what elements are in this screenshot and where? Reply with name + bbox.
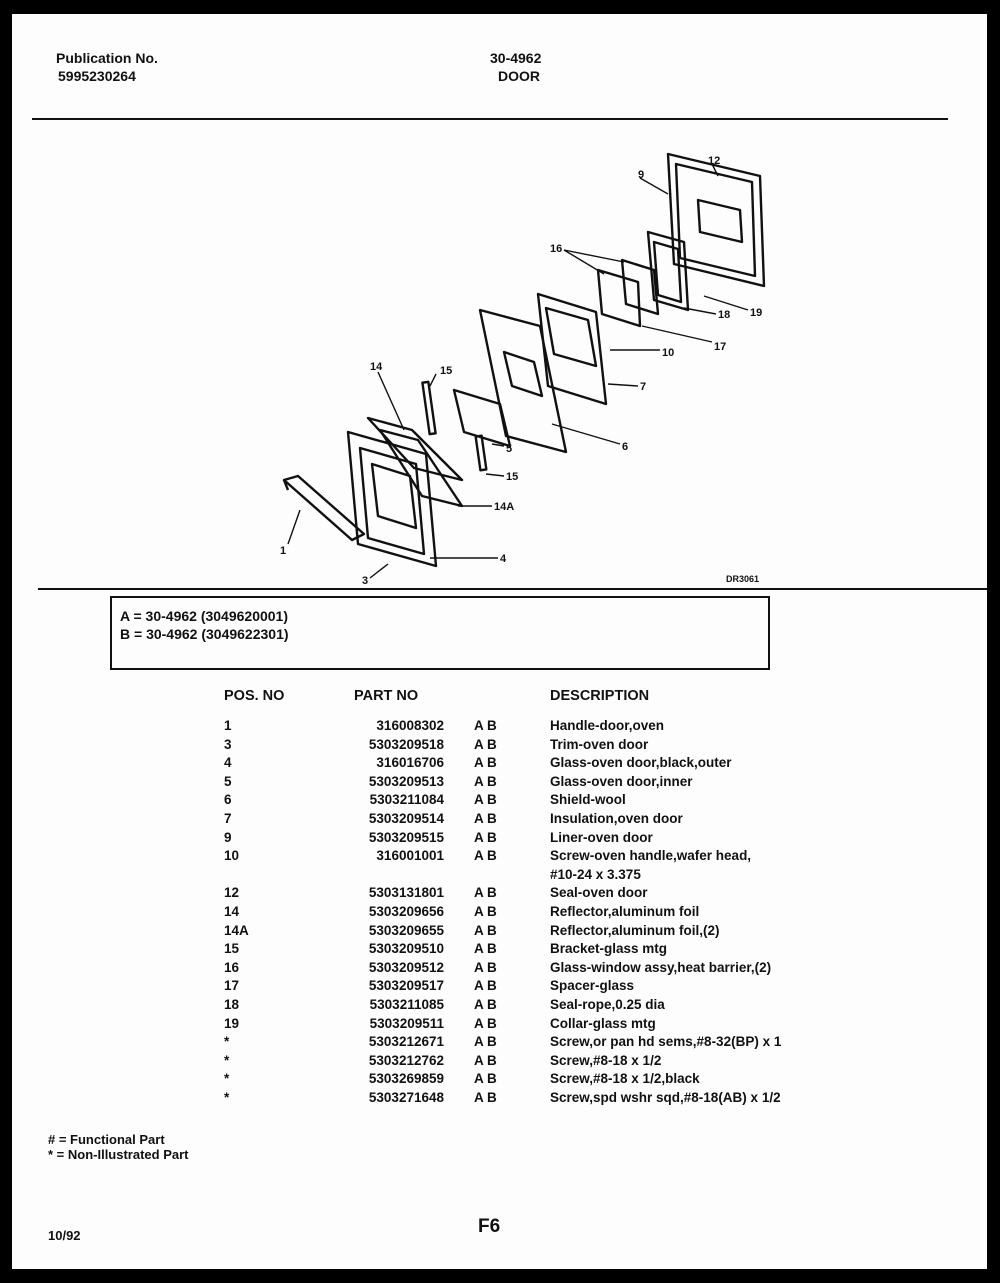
cell-part-number: 5303209512 [368,959,444,975]
cell-pos: 19 [224,1015,240,1031]
header-models [444,688,550,718]
publication-label: Publication No. [56,50,158,66]
table-row [224,755,850,774]
cell-part-number: 316016706 [376,755,444,771]
cell-part-number: 5303209517 [368,978,444,994]
cell-pos: 6 [224,792,232,808]
cell-pos: 15 [224,941,240,957]
footnote-non-illustrated: * = Non-Illustrated Part [48,1147,189,1162]
legend-a: A = 30-4962 (3049620001) [120,608,288,624]
callout-15b: 15 [506,471,519,483]
cell-part-number [336,867,444,886]
table-row [224,923,850,942]
cell-models: A B [474,959,497,975]
table-row [224,1053,850,1072]
legend-b: B = 30-4962 (3049622301) [120,626,289,642]
callout-6: 6 [622,441,629,453]
part-liner-9 [668,154,764,286]
page-number: F6 [478,1216,501,1237]
callout-3: 3 [362,575,369,587]
callout-1: 1 [280,545,287,557]
cell-pos: 7 [224,810,232,826]
table-row [224,960,850,979]
table-row [224,1090,850,1109]
callout-9: 9 [638,169,645,181]
callout-19: 19 [750,307,763,319]
footnote-functional: # = Functional Part [48,1132,165,1147]
table-row [224,811,850,830]
table-row [224,1071,850,1090]
cell-description: Liner-oven door [550,829,653,845]
cell-models: A B [474,829,497,845]
cell-description: Screw,#8-18 x 1/2 [550,1052,662,1068]
cell-part-number: 5303211085 [369,996,444,1012]
cell-models: A B [474,996,497,1012]
footer-date: 10/92 [48,1228,81,1243]
callout-7: 7 [640,381,647,393]
callout-14: 14 [370,361,383,373]
model-number: 30-4962 [490,50,542,66]
cell-description: Shield-wool [550,792,626,808]
header-part: PART NO [354,688,419,704]
cell-models: A B [474,810,497,826]
cell-part-number: 5303271648 [368,1089,444,1105]
cell-description: Screw,spd wshr sqd,#8-18(AB) x 1/2 [550,1089,781,1105]
cell-pos: 14A [224,922,249,938]
cell-part-number: 5303131801 [368,885,444,901]
cell-description: Reflector,aluminum foil [550,903,700,919]
cell-models: A B [474,792,497,808]
callout-4: 4 [500,553,507,565]
table-row [224,978,850,997]
cell-description: Screw-oven handle,wafer head, [550,848,752,864]
part-insulation-7 [538,294,606,404]
table-row [224,885,850,904]
cell-pos: 10 [224,848,240,864]
header-description: DESCRIPTION [550,688,650,704]
cell-pos: 12 [224,885,240,901]
cell-description: Trim-oven door [550,736,649,752]
diagram-rule [38,588,987,590]
cell-pos: * [224,1089,230,1105]
cell-pos: 3 [224,736,232,752]
header-pos: POS. NO [224,688,285,704]
callout-18: 18 [718,309,731,321]
cell-models: A B [474,885,497,901]
callout-15a: 15 [440,365,453,377]
cell-models: A B [474,718,497,733]
cell-part-number: 5303212671 [368,1034,444,1050]
cell-description: Glass-window assy,heat barrier,(2) [550,959,772,975]
table-row [224,1016,850,1035]
table-row [224,792,850,811]
cell-pos: 4 [224,755,232,771]
cell-part-number: 5303211084 [369,792,444,808]
cell-pos: 14 [224,903,240,919]
table-row [224,848,850,867]
cell-part-number: 5303209655 [368,922,444,938]
header-rule [32,118,948,120]
cell-pos: * [224,1052,230,1068]
parts-table-header [224,688,850,718]
document-page [12,14,987,1269]
cell-part-number: 5303209511 [369,1015,444,1031]
callout-17: 17 [714,341,727,353]
cell-models: A B [474,736,497,752]
part-shield-6 [480,310,566,452]
model-legend-box [110,596,770,670]
cell-models: A B [474,1015,497,1031]
callout-12: 12 [708,155,721,167]
cell-part-number: 5303209510 [368,941,444,957]
table-row [224,867,850,886]
diagram-code: DR3061 [726,574,760,584]
cell-pos: * [224,1071,230,1087]
cell-models: A B [474,941,497,957]
cell-pos: 16 [224,959,240,975]
table-row [224,1034,850,1053]
table-row [224,830,850,849]
cell-description: Reflector,aluminum foil,(2) [550,922,720,938]
cell-pos: * [224,1034,230,1050]
part-reflector-14 [368,418,462,480]
callout-10: 10 [662,347,675,359]
cell-description: Screw,or pan hd sems,#8-32(BP) x 1 [550,1034,782,1050]
cell-models: A B [474,978,497,994]
callout-16: 16 [550,243,563,255]
cell-pos [224,867,336,886]
cell-part-number: 5303212762 [368,1052,444,1068]
cell-description: Insulation,oven door [550,810,683,826]
table-row [224,737,850,756]
callout-5: 5 [506,443,513,455]
cell-pos: 5 [224,773,232,789]
cell-description: Screw,#8-18 x 1/2,black [550,1071,700,1087]
cell-models [444,867,550,886]
cell-models: A B [474,1034,497,1050]
table-row [224,904,850,923]
cell-description: Glass-oven door,inner [550,773,693,789]
cell-part-number: 5303269859 [368,1071,444,1087]
table-row [224,941,850,960]
cell-description: #10-24 x 3.375 [550,866,641,882]
table-row [224,774,850,793]
cell-models: A B [474,773,497,789]
part-outer-glass-4 [348,432,436,566]
cell-models: A B [474,848,497,864]
cell-description: Handle-door,oven [550,718,665,733]
cell-part-number: 316001001 [376,848,444,864]
cell-part-number: 5303209513 [368,773,444,789]
cell-part-number: 316008302 [376,718,444,733]
cell-description: Glass-oven door,black,outer [550,755,732,771]
cell-pos: 18 [224,996,240,1012]
cell-models: A B [474,922,497,938]
cell-description: Spacer-glass [550,978,635,994]
part-glass-window-16 [598,260,658,326]
exploded-door-diagram [12,134,987,604]
section-title: DOOR [498,68,540,84]
cell-part-number: 5303209514 [368,810,444,826]
cell-pos: 9 [224,829,232,845]
publication-number: 5995230264 [58,68,136,84]
parts-table [224,688,850,1108]
cell-models: A B [474,1071,497,1087]
cell-models: A B [474,1089,497,1105]
cell-pos: 1 [224,718,232,733]
cell-description: Bracket-glass mtg [550,941,668,957]
cell-description: Seal-oven door [550,885,648,901]
callout-14a: 14A [494,501,515,513]
cell-models: A B [474,903,497,919]
cell-models: A B [474,1052,497,1068]
cell-pos: 17 [224,978,240,994]
cell-description: Collar-glass mtg [550,1015,656,1031]
cell-part-number: 5303209518 [368,736,444,752]
table-row [224,997,850,1016]
cell-description: Seal-rope,0.25 dia [550,996,665,1012]
cell-models: A B [474,755,497,771]
cell-part-number: 5303209656 [368,903,444,919]
table-row [224,718,850,737]
cell-part-number: 5303209515 [368,829,444,845]
